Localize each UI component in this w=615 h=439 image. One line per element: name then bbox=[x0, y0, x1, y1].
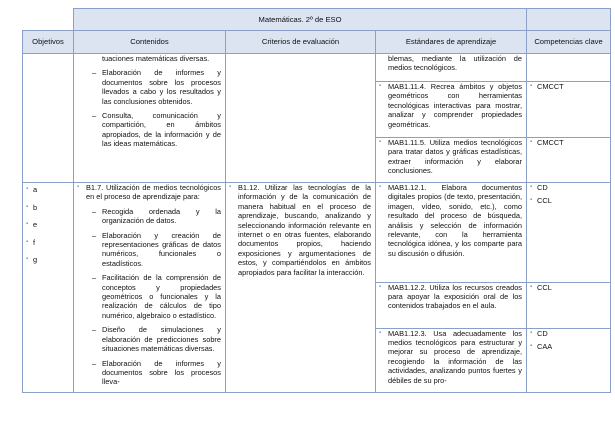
list-item: – Recogida ordenada y la organización de datos. bbox=[92, 207, 221, 226]
row1-estandar-2 bbox=[376, 82, 527, 138]
row1-competencia-2 bbox=[527, 82, 611, 138]
row1-criterios bbox=[226, 54, 376, 183]
header-contenidos: Contenidos bbox=[74, 31, 226, 54]
estandar-text: ▪ MAB1.12.3. Usa adecuadamente los medios tecnológicos para estructurar y mejorar su proceso de aprendizaje, recogiendo la información de las actividades, analizando puntos fuertes y débiles de su pro- bbox=[376, 329, 522, 385]
header-criterios: Criterios de evaluación bbox=[226, 31, 376, 54]
row2-estandar-1 bbox=[376, 183, 527, 283]
row2-estandar-3 bbox=[376, 328, 527, 392]
list-item: – Elaboración y creación de representaciones gráficas de datos numéricos, funcionales o estadísticos. bbox=[92, 231, 221, 269]
estandar-text: ▪ MAB1.12.1. Elabora documentos digitales propios (de texto, presentación, imagen, vídeo, sonido, etc.), como resultado del proceso de búsqueda, análisis y selección de información relevante, con la herramienta tecnológica idónea, y los comparte para su discusión o difusión. bbox=[376, 183, 522, 258]
curriculum-table bbox=[22, 8, 611, 393]
header-estandares: Estándares de aprendizaje bbox=[376, 31, 527, 54]
objetivo-item: ▪ g bbox=[23, 253, 73, 267]
list-item: – Facilitación de la comprensión de conceptos y propiedades geométricos o funcionales y la realización de cálculos de tipo numérico, algebraico o estadístico. bbox=[92, 273, 221, 320]
objetivo-item: ▪ a bbox=[23, 183, 73, 197]
competencia-item: ▪ CD bbox=[527, 329, 610, 338]
criterio-text: ▪ B1.12. Utilizar las tecnologías de la información y de la comunicación de manera habitual en el proceso de aprendizaje, buscando, analizando y seleccionando información relevante en internet o en otras fuentes, elaborando documentos propios, haciendo exposiciones y argumentaciones de estos, y compartiéndolos en ámbitos apropiados para facilitar la interacción. bbox=[226, 183, 371, 277]
list-item: – Elaboración de informes y documentos sobre los procesos llevados a cabo y los resultados y las conclusiones obtenidos. bbox=[92, 68, 221, 106]
competencia-item: ▪ CCL bbox=[527, 283, 610, 292]
contenido-intro: ▪ B1.7. Utilización de medios tecnológicos en el proceso de aprendizaje para: bbox=[74, 183, 221, 202]
row2-objetivos bbox=[23, 183, 74, 393]
estandar-text: blemas, mediante la utilización de medios tecnológicos. bbox=[388, 54, 523, 73]
header-objetivos: Objetivos bbox=[23, 31, 74, 54]
row1-contenido-cont: tuaciones matemáticas diversas. bbox=[102, 54, 210, 63]
row2-competencia-1 bbox=[527, 183, 611, 283]
competencia-item: ▪ CMCCT bbox=[527, 82, 610, 91]
row1-estandar-cont bbox=[376, 54, 527, 82]
estandar-text: ▪ MAB1.11.5. Utiliza medios tecnológicos para tratar datos y gráficas estadísticas, extraer información y elaborar conclusiones. bbox=[376, 138, 522, 176]
row1-estandar-3 bbox=[376, 138, 527, 183]
row1-competencia-3 bbox=[527, 138, 611, 183]
row2-criterio bbox=[226, 183, 376, 393]
competencia-item: ▪ CAA bbox=[527, 342, 610, 351]
row2-contenidos bbox=[74, 183, 226, 393]
competencia-item: ▪ CMCCT bbox=[527, 138, 610, 147]
header-competencias: Competencias clave bbox=[527, 31, 611, 54]
objetivo-item: ▪ e bbox=[23, 218, 73, 232]
row2-competencia-3 bbox=[527, 328, 611, 392]
list-item: – Diseño de simulaciones y elaboración de predicciones sobre situaciones matemáticas diversas. bbox=[92, 325, 221, 353]
list-item: – Elaboración de informes y documentos sobre los procesos lleva- bbox=[92, 359, 221, 387]
row2-competencia-2 bbox=[527, 282, 611, 328]
title-right-cell bbox=[527, 9, 611, 31]
competencia-item: ▪ CD bbox=[527, 183, 610, 192]
objetivo-item: ▪ f bbox=[23, 236, 73, 250]
competencia-item: ▪ CCL bbox=[527, 196, 610, 205]
row1-objetivos bbox=[23, 54, 74, 183]
estandar-text: ▪ MAB1.12.2. Utiliza los recursos creados para apoyar la exposición oral de los contenidos trabajados en el aula. bbox=[376, 283, 522, 311]
row1-contenidos bbox=[74, 54, 226, 183]
estandar-text: ▪ MAB1.11.4. Recrea ámbitos y objetos geométricos con herramientas tecnológicas interactivas para mostrar, analizar y comprender propiedades geométricas. bbox=[376, 82, 522, 129]
objetivo-item: ▪ b bbox=[23, 201, 73, 215]
row2-estandar-2 bbox=[376, 282, 527, 328]
row1-competencia-cont bbox=[527, 54, 611, 82]
list-item: – Consulta, comunicación y compartición, en ámbitos apropiados, de la información y de las ideas matemáticas. bbox=[92, 111, 221, 149]
table-title: Matemáticas. 2º de ESO bbox=[74, 9, 527, 31]
blank-corner bbox=[23, 9, 74, 31]
